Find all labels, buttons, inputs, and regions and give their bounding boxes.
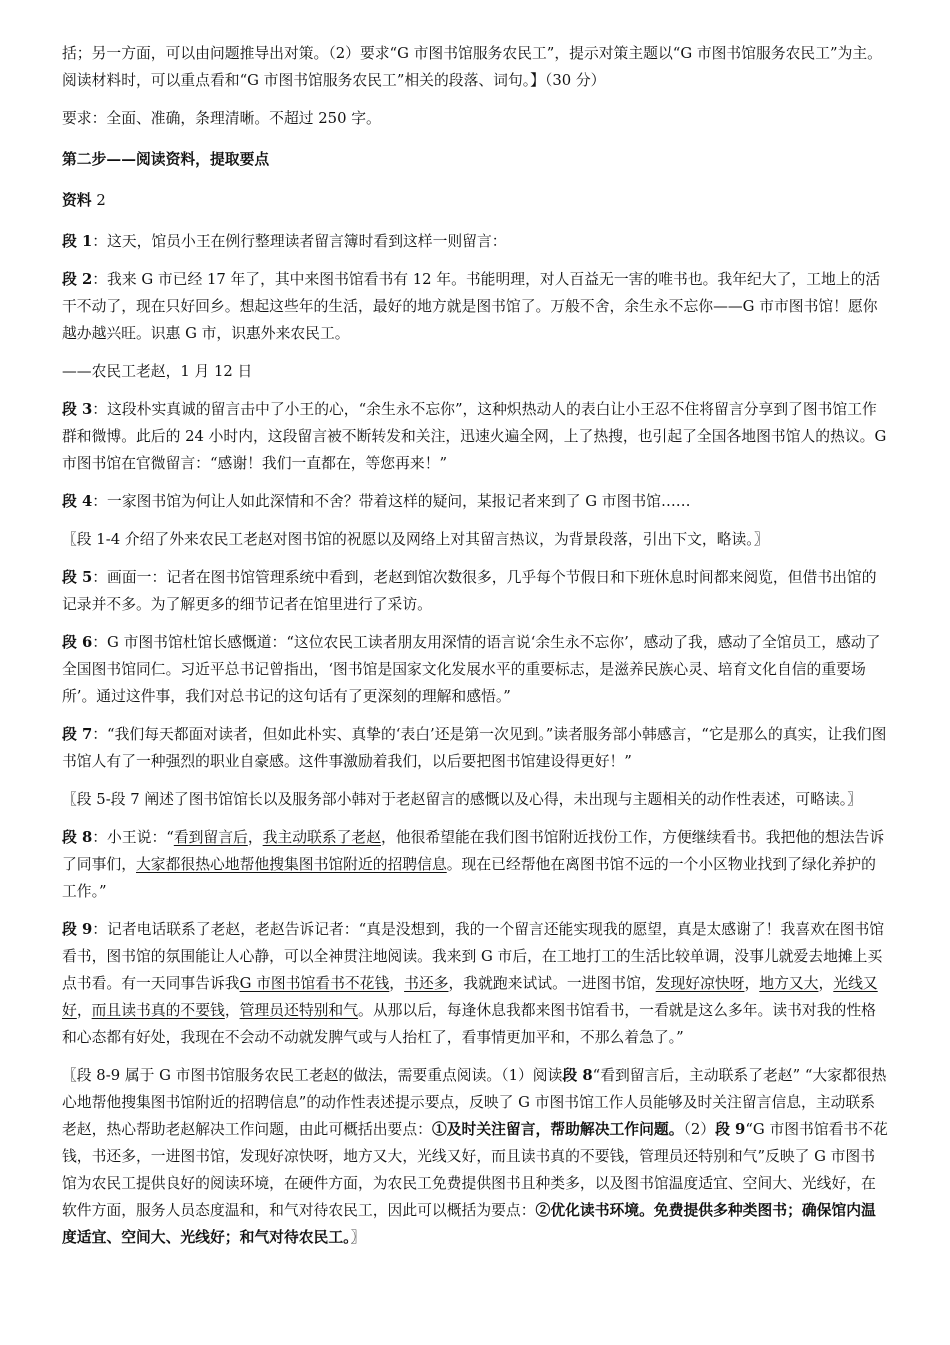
paragraph-6-label: 段 6 <box>62 634 93 651</box>
paragraph-8 <box>62 824 888 905</box>
paragraph-9-underline: 书还多 <box>404 975 449 992</box>
note-3-bold: 段 9 <box>715 1121 746 1138</box>
material-label <box>62 187 888 214</box>
paragraph-9-text: ：记者电话联系了老赵，老赵告诉记者：“真是没想到，我的一个留言还能实现我的愿望，真是太感谢了！我喜欢在图书馆看书，图书馆的氛围能让人心静，可以全神贯注地阅读。我来到 G 市后，在工地打工的生活比较单调，没事儿就爱去地摊上买点书看。有一天同事告诉我 <box>62 921 885 992</box>
paragraph-2-label: 段 2 <box>62 271 93 288</box>
paragraph-8-underline: 看到留言后 <box>173 829 248 846</box>
paragraph-9-text: 。从那以后，每逢休息我都来图书馆看书，一看就是这么多年。读书对我的性格和心态都有好处，我现在不会动不动就发脾气或与人抬杠了，看事情更加平和，不那么着急了。” <box>62 1002 876 1046</box>
paragraph-9-underline: 管理员还特别和气 <box>239 1002 359 1019</box>
paragraph-9-text: ， <box>818 975 834 992</box>
note-3-text: “G 市图书馆看书不花钱，书还多，一进图书馆，发现好凉快呀，地方又大，光线又好，而且读书真的不要钱，管理员还特别和气”反映了 G 市图书馆为农民工提供良好的阅读环境，在硬件方面，为农民工免费提供图书且种类多，以及图书馆温度适宜、空间大、光线好，在软件方面，服务人员态度温和，和气对待农民工，因此可以概括为要点： <box>62 1121 888 1219</box>
note-3-text: 〖段 8-9 属于 G 市图书馆服务农民工老赵的做法，需要重点阅读。（1）阅读 <box>62 1067 563 1084</box>
paragraph-1-label: 段 1 <box>62 233 93 250</box>
note-3-bold: ②优化读书环境。免费提供多种类图书；确保馆内温度适宜、空间大、光线好；和气对待农民工。 <box>62 1202 876 1246</box>
material-label-bold: 资料 <box>62 192 92 209</box>
note-3-text: “看到留言后，主动联系了老赵” “大家都很热心地帮他搜集图书馆附近的招聘信息”的动作性表述提示要点，反映了 G 市图书馆工作人员能够及时关注留言信息，主动联系老赵，热心帮助老赵解决工作问题，由此可概括出要点： <box>62 1067 887 1138</box>
paragraph-1-text: ：这天，馆员小王在例行整理读者留言簿时看到这样一则留言： <box>92 233 507 250</box>
paragraph-8-label: 段 8 <box>62 829 93 846</box>
paragraph-5-text: ：画面一：记者在图书馆管理系统中看到，老赵到馆次数很多，几乎每个节假日和下班休息时间都来阅览，但借书出馆的记录并不多。为了解更多的细节记者在馆里进行了采访。 <box>62 569 877 613</box>
paragraph-9-text: ，我就跑来试试。一进图书馆， <box>448 975 656 992</box>
paragraph-5 <box>62 564 888 618</box>
paragraph-6-text: ：G 市图书馆杜馆长感慨道：“这位农民工读者朋友用深情的语言说‘余生永不忘你’，感动了我，感动了全馆员工，感动了全国图书馆同仁。习近平总书记曾指出，‘图书馆是国家文化发展水平的重要标志，是滋养民族心灵、培育文化自信的重要场所’。通过这件事，我们对总书记的这句话有了更深刻的理解和感悟。” <box>62 634 881 705</box>
paragraph-4-text: ：一家图书馆为何让人如此深情和不舍？带着这样的疑问，某报记者来到了 G 市图书馆…… <box>92 493 691 510</box>
paragraph-9-label: 段 9 <box>62 921 93 938</box>
paragraph-4 <box>62 488 888 515</box>
paragraph-2-text: ：我来 G 市已经 17 年了，其中来图书馆看书有 12 年。书能明理，对人百益无一害的唯书也。我年纪大了，工地上的活干不动了，现在只好回乡。想起这些年的生活，最好的地方就是图书馆了。万般不舍，余生永不忘你——G 市市图书馆！愿你越办越兴旺。识惠 G 市，识惠外来农民工。 <box>62 271 881 342</box>
paragraph-4-label: 段 4 <box>62 493 93 510</box>
material-label-num: 2 <box>91 192 106 209</box>
paragraph-9-text: ， <box>224 1002 240 1019</box>
paragraph-6 <box>62 629 888 710</box>
paragraph-9 <box>62 916 888 1051</box>
note-3-text: 〗 <box>350 1229 366 1246</box>
note-2: 〖段 5-段 7 阐述了图书馆馆长以及服务部小韩对于老赵留言的感慨以及心得，未出现与主题相关的动作性表述，可略读。〗 <box>62 791 862 808</box>
paragraph-8-underline: 大家都很热心地帮他搜集图书馆附近的招聘信息 <box>136 856 447 873</box>
note-3-text: （2） <box>683 1121 716 1138</box>
paragraph-9-underline: 光线又好 <box>62 975 878 1019</box>
paragraph-9-underline: 地方又大 <box>759 975 819 992</box>
paragraph-9-underline: 发现好凉快呀 <box>655 975 745 992</box>
paragraph-5-label: 段 5 <box>62 569 93 586</box>
note-3-bold: 段 8 <box>562 1067 593 1084</box>
paragraph-3-text: ：这段朴实真诚的留言击中了小王的心，“余生永不忘你”，这种炽热动人的表白让小王忍不住将留言分享到了图书馆工作群和微博。此后的 24 小时内，这段留言被不断转发和关注，迅速火遍全网，上了热搜，也引起了全国各地图书馆人的热议。G 市图书馆在官微留言：“感谢！我们一直都在，等您再来！” <box>62 401 887 472</box>
paragraph-2 <box>62 266 888 347</box>
paragraph-8-text: ，他很希望能在我们图书馆附近找份工作，方便继续看书。我把他的想法告诉了同事们， <box>62 829 885 873</box>
paragraph-9-text: ， <box>389 975 405 992</box>
note-3 <box>62 1062 888 1251</box>
paragraph-8-text: 。现在已经帮他在离图书馆不远的一个小区物业找到了绿化养护的工作。” <box>62 856 876 900</box>
note-1: 〖段 1-4 介绍了外来农民工老赵对图书馆的祝愿以及网络上对其留言热议，为背景段落，引出下文，略读。〗 <box>62 531 769 548</box>
requirement-line: 要求：全面、准确，条理清晰。不超过 250 字。 <box>62 110 381 127</box>
paragraph-8-text: ， <box>247 829 263 846</box>
step2-heading: 第二步——阅读资料，提取要点 <box>62 151 270 168</box>
paragraph-9-text: ， <box>76 1002 92 1019</box>
paragraph-7-label: 段 7 <box>62 726 93 743</box>
paragraph-9-underline: G 市图书馆看书不花钱 <box>239 975 390 992</box>
paragraph-8-underline: 我主动联系了老赵 <box>262 829 382 846</box>
paragraph-1 <box>62 228 888 255</box>
note-3-bold: ①及时关注留言，帮助解决工作问题。 <box>431 1121 684 1138</box>
intro-paragraph: 括；另一方面，可以由问题推导出对策。（2）要求“G 市图书馆服务农民工”，提示对策主题以“G 市图书馆服务农民工”为主。阅读材料时，可以重点看和“G 市图书馆服务农民工”相关的段落、词句。】（30 分） <box>62 45 882 89</box>
paragraph-7-text: ：“我们每天都面对读者，但如此朴实、真挚的‘表白’还是第一次见到。”读者服务部小韩感言，“它是那么的真实，让我们图书馆人有了一种强烈的职业自豪感。这件事激励着我们，以后要把图书馆建设得更好！” <box>62 726 887 770</box>
paragraph-7 <box>62 721 888 775</box>
paragraph-9-underline: 而且读书真的不要钱 <box>91 1002 225 1019</box>
paragraph-3 <box>62 396 888 477</box>
paragraph-9-text: ， <box>744 975 760 992</box>
signature-line: ——农民工老赵，1 月 12 日 <box>62 363 253 380</box>
paragraph-8-text: ：小王说：“ <box>92 829 174 846</box>
paragraph-3-label: 段 3 <box>62 401 93 418</box>
